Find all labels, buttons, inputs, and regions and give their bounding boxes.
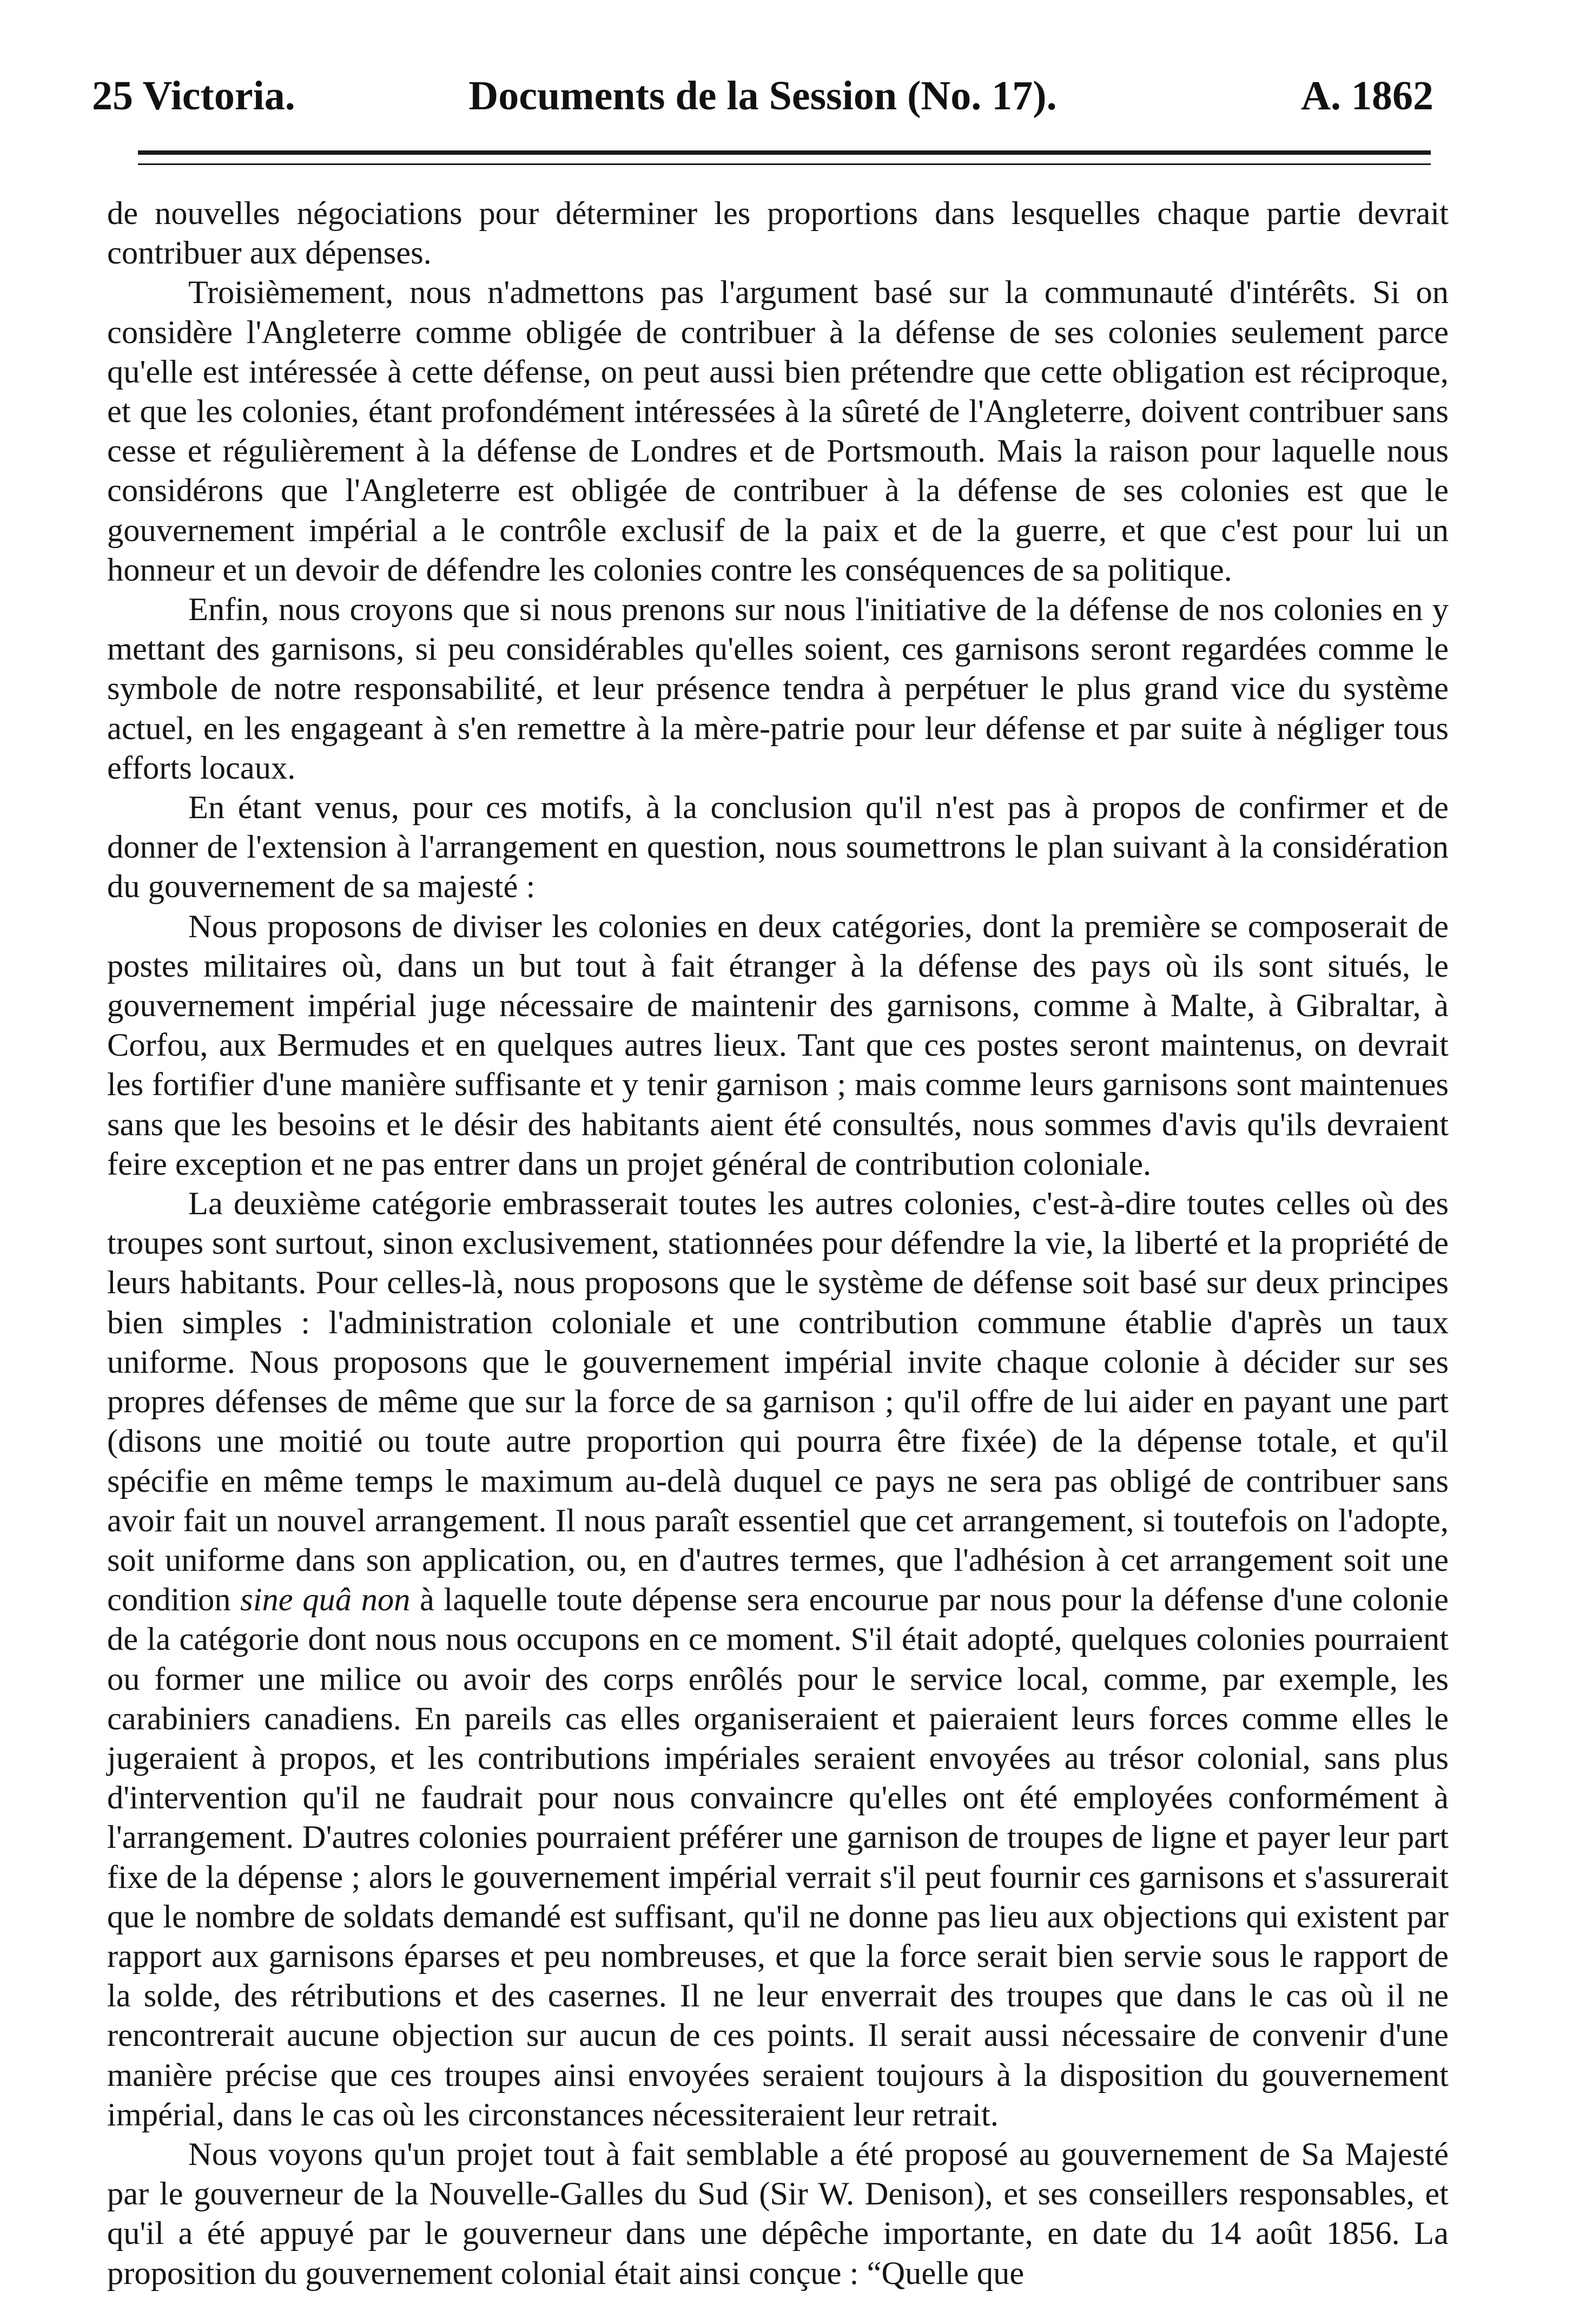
paragraph: Nous voyons qu'un projet tout à fait semblable a été proposé au gouvernement de Sa Majesté par le gouverneur de la Nouvelle-Galles du Sud (Sir W. Denison), et ses conseillers responsables, et qu'il a été appuyé par le gouverneur dans une dépêche importante, en date du 14 août 1856. La proposition du gouvernement colonial était ainsi conçue : “Quelle que xyxy=(107,2136,1449,2292)
paragraph: En étant venus, pour ces motifs, à la conclusion qu'il n'est pas à propos de confirmer et de donner de l'extension à l'arrangement en question, nous soumettrons le plan suivant à la considération du gouvernement de sa majesté : xyxy=(107,789,1449,905)
paragraph: de nouvelles négociations pour déterminer les proportions dans lesquelles chaque partie devrait contribuer aux dépenses. xyxy=(107,195,1449,272)
paragraph: Nous proposons de diviser les colonies en deux catégories, dont la première se composerait de postes militaires où, dans un but tout à fait étranger à la défense des pays où ils sont situés, le gouvernement impérial juge nécessaire de maintenir des garnisons, comme à Malte, à Gibraltar, à Corfou, aux Bermudes et en quelques autres lieux. Tant que ces postes seront maintenus, on devrait les fortifier d'une manière suffisante et y tenir garnison ; mais comme leurs garnisons sont maintenues sans que les besoins et le désir des habitants aient été consultés, nous sommes d'avis qu'ils devraient feire exception et ne pas entrer dans un projet général de contribution coloniale. xyxy=(107,908,1449,1182)
body-text xyxy=(107,194,1449,2293)
header-year: A. 1862 xyxy=(1301,73,1433,118)
header-title: Documents de la Session (No. 17). xyxy=(468,73,1057,118)
header-volume: 25 Victoria. xyxy=(92,73,295,118)
latin-phrase: sine quâ non xyxy=(240,1582,411,1618)
paragraph: Enfin, nous croyons que si nous prenons sur nous l'initiative de la défense de nos colonies en y mettant des garnisons, si peu considérables qu'elles soient, ces garnisons seront regardées comme le symbole de notre responsabilité, et leur présence tendra à perpétuer le plus grand vice du système actuel, en les engageant à s'en remettre à la mère-patrie pour leur défense et par suite à négliger tous efforts locaux. xyxy=(107,591,1449,786)
paragraph xyxy=(107,1184,1449,2135)
paragraph-text: à laquelle toute dépense sera encourue par nous pour la défense d'une colonie de la catégorie dont nous nous occupons en ce moment. S'il était adopté, quelques colonies pourraient ou former une milice ou avoir des corps enrôlés pour le service local, comme, par exemple, les carabiniers canadiens. En pareils cas elles organiseraient et paieraient leurs forces comme elles le jugeraient à propos, et les contributions impériales seraient envoyées au trésor colonial, sans plus d'intervention qu'il ne faudrait pour nous convaincre qu'elles ont été employées conformément à l'arrangement. D'autres colonies pourraient préférer une garnison de troupes de ligne et payer leur part fixe de la dépense ; alors le gouvernement impérial verrait s'il peut fournir ces garnisons et s'assurerait que le nombre de soldats demandé est suffisant, qu'il ne donne pas lieu aux objections qui existent par rapport aux garnisons éparses et peu nombreuses, et que la force serait bien servie sous le rapport de la solde, des rétributions et des casernes. Il ne leur enverrait des troupes que dans le cas où il ne rencontrerait aucune objection sur aucun de ces points. Il serait aussi nécessaire de convenir d'une manière précise que ces troupes ainsi envoyées seraient toujours à la disposition du gouvernement impérial, dans le cas où les circonstances nécessiteraient leur retrait. xyxy=(107,1582,1449,2133)
paragraph: Troisièmement, nous n'admettons pas l'argument basé sur la communauté d'intérêts. Si on considère l'Angleterre comme obligée de contribuer à la défense de ses colonies seulement parce qu'elle est intéressée à cette défense, on peut aussi bien prétendre que cette obligation est réciproque, et que les colonies, étant profondément intéressées à la sûreté de l'Angleterre, doivent contribuer sans cesse et régulièrement à la défense de Londres et de Portsmouth. Mais la raison pour laquelle nous considérons que l'Angleterre est obligée de contribuer à la défense de ses colonies est que le gouvernement impérial a le contrôle exclusif de la paix et de la guerre, et que c'est pour lui un honneur et un devoir de défendre les colonies contre les conséquences de sa politique. xyxy=(107,274,1449,588)
header-rule-thick xyxy=(138,150,1431,155)
header-rule-thin xyxy=(138,163,1431,165)
paragraph-text: La deuxième catégorie embrasserait toutes les autres colonies, c'est-à-dire toutes celles où des troupes sont surtout, sinon exclusivement, stationnées pour défendre la vie, la liberté et la propriété de leurs habitants. Pour celles-là, nous proposons que le système de défense soit basé sur deux principes bien simples : l'administration coloniale et une contribution commune établie d'après un taux uniforme. Nous proposons que le gouvernement impérial invite chaque colonie à décider sur ses propres défenses de même que sur la force de sa garnison ; qu'il offre de lui aider en payant une part (disons une moitié ou toute autre proportion qui pourra être fixée) de la dépense totale, et qu'il spécifie en même temps le maximum au-delà duquel ce pays ne sera pas obligé de contribuer sans avoir fait un nouvel arrangement. Il nous paraît essentiel que cet arrangement, si toutefois on l'adopte, soit uniforme dans son application, ou, en d'autres termes, que l'adhésion à cet arrangement soit une condition xyxy=(107,1186,1449,1618)
page-header xyxy=(92,66,1433,126)
